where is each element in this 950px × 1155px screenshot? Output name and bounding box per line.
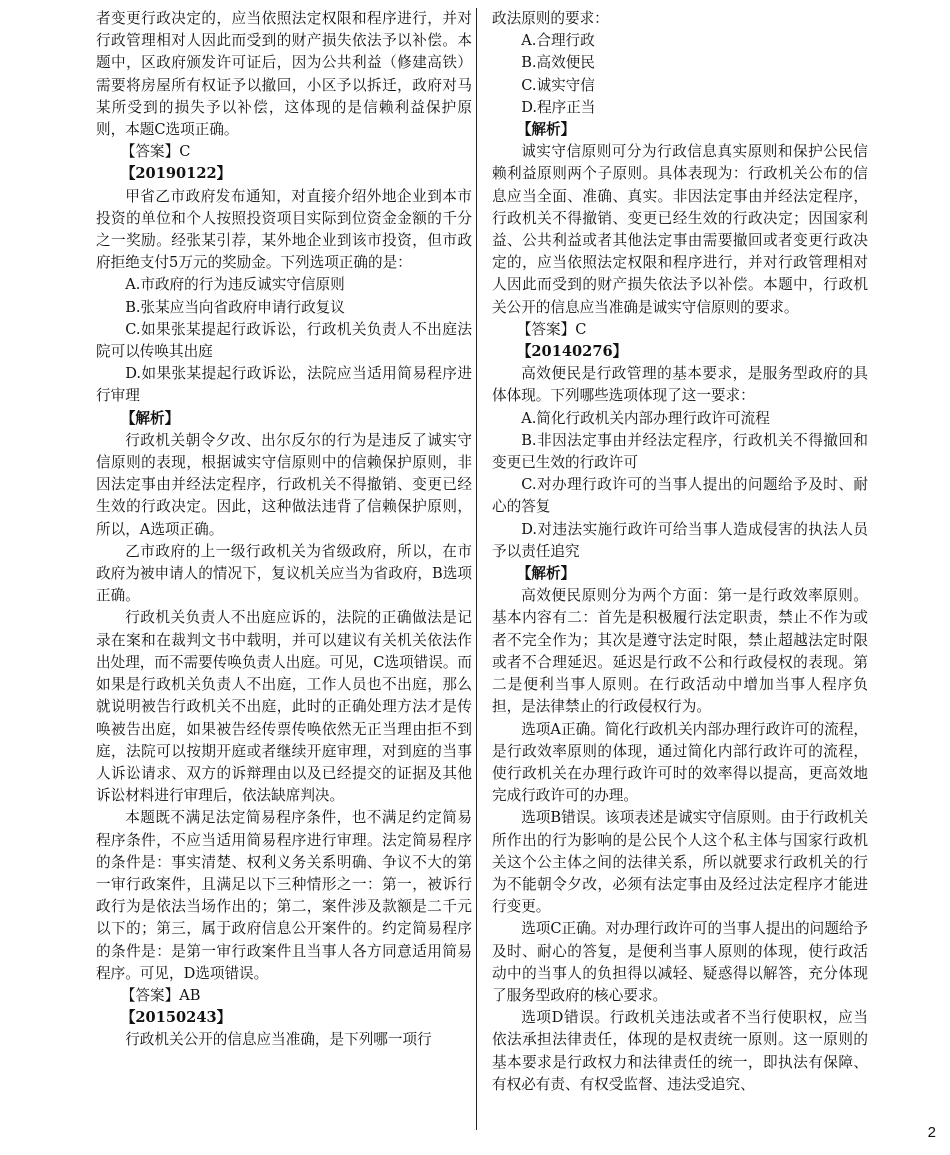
right-column xyxy=(492,8,868,1096)
option-item: A.市政府的行为违反诚实守信原则 xyxy=(125,276,345,294)
paragraph: B.非因法定事由并经法定程序，行政机关不得撤回和变更已生效的行政许可 xyxy=(492,431,868,472)
left-column xyxy=(96,8,472,1052)
paragraph: 乙市政府的上一级行政机关为省级政府，所以，在市政府为被申请人的情况下，复议机关应当为省政府，B选项正确。 xyxy=(96,542,472,605)
paragraph: 行政机关公开的信息应当准确，是下列哪一项行 xyxy=(125,1031,432,1049)
paragraph: 选项A正确。简化行政机关内部办理行政许可的流程，是行政效率原则的体现，通过简化内部行政许可的流程，使行政机关在办理行政许可时的效率得以提高，更高效地完成行政许可的办理。 xyxy=(492,720,868,805)
option-item: D.程序正当 xyxy=(521,98,596,116)
option-item: A.合理行政 xyxy=(521,32,595,50)
paragraph: 者变更行政决定的，应当依照法定权限和程序进行，并对行政管理相对人因此而受到的财产损失依法予以补偿。本题中，区政府颁发许可证后，因为公共利益（修建高铁）需要将房屋所有权证予以撤回，小区予以拆迁，政府对马某所受到的损失予以补偿，这体现的是信赖利益保护原则，本题C选项正确。 xyxy=(96,10,472,139)
paragraph: 政法原则的要求： xyxy=(492,10,609,27)
section-tag: 【20150243】 xyxy=(120,1009,232,1027)
paragraph: 高效便民原则分为两个方面：第一是行政效率原则。基本内容有二：首先是积极履行法定职责，禁止不作为或者不完全作为；其次是遵守法定时限，禁止超越法定时限或者不合理延迟。延迟是行政不公和行政侵权的表现。第二是便利当事人原则。在行政活动中增加当事人程序负担，是法律禁止的行政侵权行为。 xyxy=(492,587,868,716)
option-item: B.高效便民 xyxy=(521,54,595,72)
paragraph: C.对办理行政许可的当事人提出的问题给予及时、耐心的答复 xyxy=(492,476,868,516)
paragraph: C.如果张某提起行政诉讼，行政机关负责人不出庭法院可以传唤其出庭 xyxy=(96,320,472,361)
paragraph: 选项D错误。行政机关违法或者不当行使职权，应当依法承担法律责任，体现的是权责统一原则。这一原则的基本要求是行政权力和法律责任的统一，即执法有保障、有权必有责、有权受监督、违法受追究、 xyxy=(492,1009,868,1093)
option-item: A.简化行政机关内部办理行政许可流程 xyxy=(521,409,770,427)
paragraph: 甲省乙市政府发布通知，对直接介绍外地企业到本市投资的单位和个人按照投资项目实际到位资金金额的千分之一奖励。经张某引荐，某外地企业到该市投资，但市政府拒绝支付5万元的奖励金。下列选项正确的是： xyxy=(96,187,472,272)
answer-tag: 【答案】C xyxy=(516,320,587,338)
paragraph: 本题既不满足法定简易程序条件，也不满足约定简易程序条件，不应当适用简易程序进行审理。法定简易程序的条件是：事实清楚、权利义务关系明确、争议不大的第一审行政案件，且满足以下三种情形之一：第一，被诉行政行为是依法当场作出的；第二，案件涉及款额是二千元以下的；第三，属于政府信息公开案件的。约定简易程序的条件是：是第一审行政案件且当事人各方同意适用简易程序。可见，D选项错误。 xyxy=(96,809,472,982)
paragraph: 行政机关负责人不出庭应诉的，法院的正确做法是记录在案和在裁判文书中载明，并可以建议有关机关依法作出处理，而不需要传唤负责人出庭。可见，C选项错误。而如果是行政机关负责人不出庭，工作人员也不出庭，那么就说明被告行政机关不出庭，此时的正确处理方法才是传唤被告出庭，如果被告经传票传唤依然无正当理由拒不到庭，法院可以按期开庭或者继续开庭审理，对到庭的当事人诉讼请求、双方的诉辩理由以及已经提交的证据及其他诉讼材料进行审理后，依法缺席判决。 xyxy=(96,609,473,805)
paragraph: 选项B错误。该项表述是诚实守信原则。由于行政机关所作出的行为影响的是公民个人这个私主体与国家行政机关这个公主体之间的法律关系，所以就要求行政机关的行为不能朝令夕改，必须有法定事由及经过法定程序才能进行变更。 xyxy=(492,809,868,916)
paragraph: 诚实守信原则可分为行政信息真实原则和保护公民信赖利益原则两个子原则。具体表现为：行政机关公布的信息应当全面、准确、真实。非因法定事由并经法定程序，行政机关不得撤销、变更已经生效的行政决定；因国家利益、公共利益或者其他法定事由需要撤回或者变更行政决定的，应当依照法定权限和程序进行，并对行政管理相对人因此而受到的财产损失依法予以补偿。本题中，行政机关公开的信息应当准确是诚实守信原则的要求。 xyxy=(492,143,868,316)
option-item: B.张某应当向省政府申请行政复议 xyxy=(125,298,345,316)
paragraph: 选项C正确。对办理行政许可的当事人提出的问题给予及时、耐心的答复，是便利当事人原则的体现，使行政活动中的当事人的负担得以减轻、疑惑得以解答，充分体现了服务型政府的核心要求。 xyxy=(492,920,869,1004)
paragraph: 高效便民是行政管理的基本要求，是服务型政府的具体体现。下列哪些选项体现了这一要求： xyxy=(492,365,868,405)
section-tag: 【解析】 xyxy=(516,121,576,139)
answer-tag: 【答案】C xyxy=(120,143,191,161)
section-tag: 【解析】 xyxy=(516,565,576,583)
paragraph: D.如果张某提起行政诉讼，法院应当适用简易程序进行审理 xyxy=(96,365,472,405)
paragraph: D.对违法实施行政许可给当事人造成侵害的执法人员予以责任追究 xyxy=(492,520,868,560)
section-tag: 【20140276】 xyxy=(516,343,628,361)
section-tag: 【解析】 xyxy=(120,409,180,427)
column-divider xyxy=(476,8,477,1130)
section-tag: 【20190122】 xyxy=(120,165,232,183)
option-item: C.诚实守信 xyxy=(521,76,595,94)
answer-tag: 【答案】AB xyxy=(120,986,201,1004)
paragraph: 行政机关朝令夕改、出尔反尔的行为是违反了诚实守信原则的表现，根据诚实守信原则中的信赖保护原则，非因法定事由并经法定程序，行政机关不得撤销、变更已经生效的行政决定。因此，这种做法违背了信赖保护原则，所以，A选项正确。 xyxy=(96,431,472,538)
page-number: 2 xyxy=(927,1124,936,1141)
